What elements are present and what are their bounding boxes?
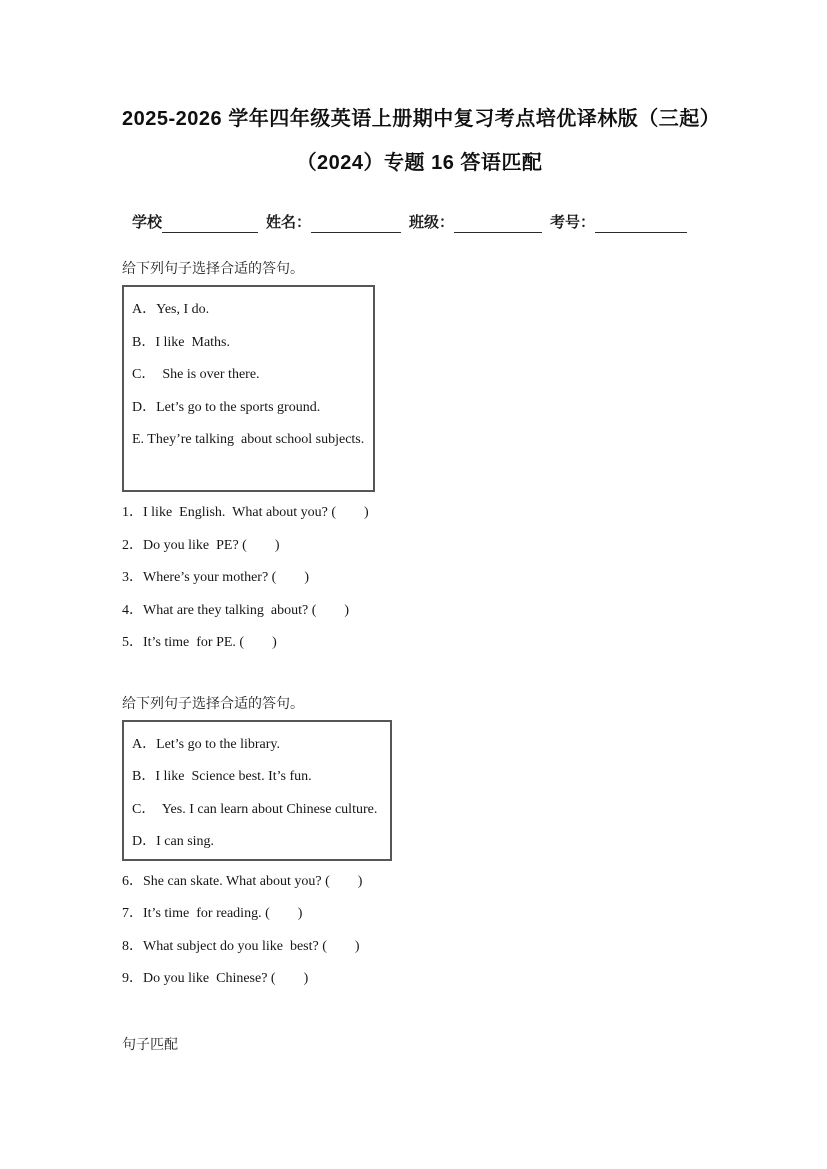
question-item-1: 1．I like English. What about you? ( ) (122, 505, 369, 520)
section1-instruction: 给下列句子选择合适的答句。 (122, 262, 304, 277)
question-item-7: 7．It’s time for reading. ( ) (122, 906, 303, 921)
title-line-1: 2025-2026 学年四年级英语上册期中复习考点培优译林版（三起） (122, 108, 721, 130)
school-label: 学校 (132, 215, 163, 231)
title-line-2: （2024）专题 16 答语匹配 (296, 152, 543, 174)
section1-question-list (122, 497, 717, 660)
question-item-4: 4．What are they talking about? ( ) (122, 602, 350, 618)
name-label: 姓名： (266, 215, 312, 231)
class-blank-line (454, 215, 542, 233)
section2-instruction: 给下列句子选择合适的答句。 (122, 696, 304, 712)
option-item-a: A．Let’s go to the library. (132, 736, 281, 752)
question-item-2: 2．Do you like PE? ( ) (122, 537, 280, 553)
page-title (122, 105, 721, 177)
name-blank-line (311, 215, 401, 233)
school-blank-line (162, 215, 258, 233)
exam-no-blank-line (595, 215, 687, 233)
option-item-e: E. They’re talking about school subjects. (132, 432, 365, 448)
question-item-5: 5．It’s time for PE. ( ) (122, 635, 277, 650)
option-item-c: C． She is over there. (132, 367, 260, 383)
question-item-8: 8．What subject do you like best? ( ) (122, 938, 360, 954)
option-item-b: B．I like Science best. It’s fun. (132, 769, 312, 785)
option-item-d: D．Let’s go to the sports ground. (132, 399, 321, 415)
section2-question-list (122, 866, 717, 996)
option-item-a: A．Yes, I do. (132, 302, 210, 317)
footer-section-label: 句子匹配 (122, 1037, 178, 1053)
student-info-header (132, 211, 717, 233)
question-item-6: 6．She can skate. What about you? ( ) (122, 873, 363, 889)
option-item-c: C． Yes. I can learn about Chinese culture. (132, 801, 378, 817)
class-label: 班级： (409, 215, 455, 231)
option-item-b: B．I like Maths. (132, 334, 230, 350)
option-item-d: D．I can sing. (132, 834, 215, 850)
question-item-9: 9．Do you like Chinese? ( ) (122, 971, 309, 986)
exam-no-label: 考号： (550, 215, 596, 231)
section1-answer-options-box (122, 285, 375, 492)
section2-answer-options-box (122, 720, 392, 861)
question-item-3: 3．Where’s your mother? ( ) (122, 570, 309, 585)
